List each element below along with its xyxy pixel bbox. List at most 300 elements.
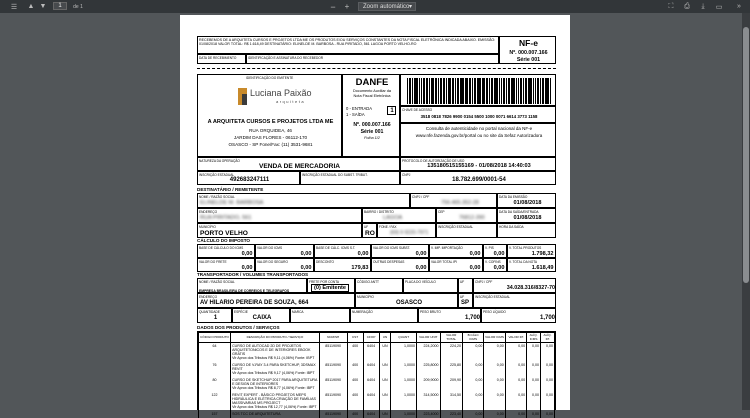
carrier-plate-box (403, 278, 458, 293)
cnpj-value: 18.782.699/0001-54 (452, 177, 506, 183)
ie-box (197, 171, 300, 185)
recipient-emit-box (497, 193, 556, 208)
issuer-address-1: RUA ORQUIDEA, 46 (249, 128, 292, 133)
tax-value: 0,00 (300, 264, 312, 271)
danfe-subtitle-2: Nota Fiscal Eletrônica (353, 94, 391, 98)
tax-value: 0,00 (469, 250, 481, 257)
table-cell-aipi: 0,00 (541, 392, 555, 411)
barcode-bar (407, 78, 408, 104)
table-cell-un: UN (379, 392, 391, 411)
carrier-city-box (355, 293, 458, 308)
product-tax-note: Vlr Aprox dos Tributos R$ 9,17 (4,06%) Fonte: IBPT (232, 371, 315, 375)
nature-box (197, 157, 400, 171)
danfe-number: Nº. 000.007.166 (353, 122, 391, 128)
product-description: CURSO DE V-RAY 3.4 PARA SKETCHUP, 3DSMAX REVIT (232, 363, 316, 371)
column-header: VALOR ICMS (484, 333, 505, 343)
barcode-bar (526, 78, 527, 104)
receipt-nfe-number: Nº. 000.007.166 (509, 50, 548, 56)
recipient-district-value: LAGOA (383, 215, 403, 221)
column-header: DESCRIÇÃO DO PRODUTO / SERVIÇO (231, 333, 320, 343)
carrier-qty-value: 1 (213, 314, 218, 321)
tax-cell-icms-st (371, 244, 429, 258)
table-cell-desc (231, 392, 320, 411)
table-cell-desc (231, 411, 320, 418)
vertical-scrollbar[interactable] (742, 13, 750, 410)
carrier-brand-label: MARCA (292, 309, 304, 314)
table-cell-qty: 1,0000 (391, 343, 417, 363)
recipient-city-value: PORTO VELHO (200, 229, 248, 237)
carrier-address-box (197, 293, 355, 308)
recipient-address-label: ENDEREÇO (199, 209, 218, 214)
table-cell-desc (231, 362, 320, 377)
receipt-signature-label: IDENTIFICAÇÃO E ASSINATURA DO RECEBEDOR (248, 55, 324, 60)
download-icon[interactable]: ⤓ (701, 2, 705, 10)
recipient-phone-label: FONE / FAX (379, 224, 397, 229)
table-row (199, 377, 555, 392)
barcode-bar (436, 78, 437, 104)
carrier-gross-box (418, 308, 481, 323)
product-tax-note: Vlr Aprox dos Tributos R$ 12,77 (4,06%) Fonte: IBPT (232, 405, 317, 409)
table-cell-bc: 0,00 (462, 377, 483, 392)
sidebar-toggle-icon[interactable]: ☰ (10, 3, 18, 11)
table-cell-bc: 0,00 (462, 362, 483, 377)
ie-label: INSCRIÇÃO ESTADUAL (199, 172, 235, 177)
column-header: NCM/SH (319, 333, 347, 343)
tax-value: 1.798,32 (531, 250, 554, 257)
barcode-bar (533, 78, 534, 104)
barcode-bar (465, 78, 466, 104)
carrier-brand-box (290, 308, 350, 323)
recipient-ie-label: INSCRIÇÃO ESTADUAL (438, 224, 474, 229)
consult-line-2: www.nfe.fazenda.gov.br/portal ou no site da Sefaz Autorizadora (415, 133, 543, 138)
table-cell-ipi: 0,00 (505, 377, 526, 392)
carrier-cnpj-label: CNPJ / CPF (475, 279, 493, 284)
barcode-bar (550, 78, 551, 104)
recipient-emit-value: 01/08/2018 (513, 200, 542, 206)
product-tax-note: Vlr Aprox dos Tributos R$ 9,11 (4,06%) Fonte: IBPT (232, 356, 315, 360)
barcode-bar (458, 78, 459, 104)
tax-cell-total-products (507, 244, 556, 258)
tax-label: VALOR TOTAL IPI (431, 259, 458, 264)
carrier-antt-label: CÓDIGO ANTT (357, 279, 379, 284)
tax-label: V. TOTAL DA NOTA (509, 259, 538, 264)
table-cell-icms: 0,00 (484, 377, 505, 392)
recipient-phone-value: (69) 9 9220-7971 (390, 230, 429, 236)
barcode-bar (540, 78, 541, 104)
table-cell-aicms: 0,00 (527, 411, 541, 418)
barcode-bar (455, 78, 456, 104)
recipient-doc-box (410, 193, 497, 208)
table-cell-cfop: 6404 (363, 343, 379, 363)
carrier-qty-box (197, 308, 232, 323)
tax-cell-insurance (255, 258, 314, 272)
table-cell-un: UN (379, 377, 391, 392)
tax-cell-ipi (429, 258, 483, 272)
zoom-in-icon[interactable]: + (344, 2, 350, 11)
tax-label: VALOR DO ICMS SUBST. (373, 245, 411, 250)
table-cell-icms: 0,00 (484, 343, 505, 363)
recipient-uf-label: UF (364, 224, 369, 229)
zoom-out-icon[interactable]: − (330, 1, 336, 12)
table-row (199, 392, 555, 411)
next-page-icon[interactable]: ▼ (39, 3, 47, 10)
table-cell-cst: 400 (347, 343, 363, 363)
table-cell-unit: 224,2000 (417, 343, 441, 363)
table-cell-total: 223,40 (440, 411, 462, 418)
table-cell-total: 209,90 (440, 377, 462, 392)
tax-value: 1.618,49 (531, 264, 554, 271)
tax-cell-freight (197, 258, 255, 272)
barcode-bar (487, 78, 488, 104)
tax-cell-base-icms-st (314, 244, 371, 258)
column-header: VALOR UNIT (417, 333, 441, 343)
nature-label: NATUREZA DA OPERAÇÃO (199, 158, 240, 163)
column-header: UN (379, 333, 391, 343)
table-cell-ipi: 0,00 (505, 392, 526, 411)
column-header: CFOP (363, 333, 379, 343)
barcode-bar (431, 78, 432, 104)
items-table (197, 331, 556, 416)
table-cell-aipi: 0,00 (541, 411, 555, 418)
table-cell-bc: 0,00 (462, 392, 483, 411)
recipient-phone-box (377, 223, 436, 238)
barcode-bar (414, 78, 415, 104)
danfe-page (180, 15, 570, 416)
product-description: SOS TCC DE ARQUITETURA (232, 412, 281, 416)
bookmark-icon[interactable]: ▭ (715, 3, 723, 11)
barcode-bar (470, 78, 471, 104)
barcode-bar (509, 78, 510, 104)
recipient-district-label: BAIRRO / DISTRITO (364, 209, 394, 214)
column-header: ALÍQ. ICMS (527, 333, 541, 343)
table-cell-ncm: 85119090 (319, 411, 347, 418)
items-section-title: DADOS DOS PRODUTOS / SERVIÇOS (197, 325, 280, 330)
product-tax-note: Vlr Aprox dos Tributos R$ 8,77 (4,06%) Fonte: IBPT (232, 386, 315, 390)
danfe-entry: 0 - ENTRADA (346, 106, 373, 111)
table-cell-ncm: 85119090 (319, 362, 347, 377)
carrier-num-label: NUMERAÇÃO (352, 309, 373, 314)
receipt-nfe-series: Série 001 (516, 57, 541, 63)
recipient-emit-label: DATA DA EMISSÃO (499, 194, 528, 199)
barcode-bar (489, 78, 490, 104)
danfe-title: DANFE (355, 77, 389, 88)
tax-cell-cofins (483, 258, 507, 272)
presentation-icon[interactable]: ⛶ (668, 2, 674, 10)
tax-label: VALOR DO SEGURO (257, 259, 288, 264)
table-cell-un: UN (379, 411, 391, 418)
tax-cell-base-icms (197, 244, 255, 258)
table-cell-aicms: 0,00 (527, 343, 541, 363)
consult-line-1: Consulta de autenticidade no portal nacional da NF-e (425, 126, 533, 131)
tax-cell-other (371, 258, 429, 272)
carrier-kind-label: ESPÉCIE (234, 309, 248, 314)
table-row (199, 362, 555, 377)
issuer-address-3: OSASCO - SP Fone/Fax: (11) 3531-9681 (228, 142, 313, 147)
table-cell-qty: 1,0000 (391, 411, 417, 418)
recipient-exit-box (497, 208, 556, 223)
tax-cell-imp-import (429, 244, 483, 258)
barcode-bar (492, 78, 493, 104)
carrier-cnpj-value: 34.028.316/8327-70 (506, 285, 555, 291)
column-header: QUANT (391, 333, 417, 343)
table-cell-code: 157 (199, 411, 231, 418)
column-header: ALÍQ. IPI (541, 333, 555, 343)
carrier-name-label: NOME / RAZÃO SOCIAL (199, 279, 235, 284)
tax-label: OUTRAS DESPESAS (373, 259, 405, 264)
carrier-freight-box (307, 278, 355, 293)
table-cell-cst: 400 (347, 392, 363, 411)
recipient-address-value: RUA PIRITADO, 561 (200, 215, 252, 221)
access-key-label: CHAVE DE ACESSO (402, 107, 433, 112)
table-cell-total: 224,20 (440, 343, 462, 363)
table-cell-un: UN (379, 343, 391, 363)
table-cell-ipi: 0,00 (505, 343, 526, 363)
carrier-uf2-box (458, 293, 473, 308)
table-cell-cfop: 6404 (363, 411, 379, 418)
danfe-type: 1 (390, 107, 394, 114)
recipient-doc-value: 756.465.352-28 (441, 200, 479, 206)
issuer-box (197, 74, 342, 157)
barcode (407, 78, 551, 104)
print-icon[interactable]: ⎙ (684, 2, 690, 10)
barcode-bar (438, 78, 439, 104)
carrier-net-label: PESO LÍQUIDO (483, 309, 506, 314)
carrier-freight-label: FRETE POR CONTA (309, 279, 340, 284)
table-cell-aicms: 0,00 (527, 362, 541, 377)
ie-value: 492683247111 (229, 177, 270, 183)
items-grid (198, 332, 555, 418)
danfe-exit: 1 - SAÍDA (346, 112, 365, 117)
recipient-section-title: DESTINATÁRIO / REMETENTE (197, 187, 264, 192)
table-cell-cfop: 6404 (363, 362, 379, 377)
iest-label: INSCRIÇÃO ESTADUAL DO SUBST. TRIBUT. (302, 172, 368, 177)
cut-line (197, 68, 556, 69)
column-header: VALOR IPI (505, 333, 526, 343)
carrier-freight-value: (0) Emitente (311, 284, 349, 292)
table-row (199, 343, 555, 363)
barcode-bar (523, 78, 524, 104)
barcode-bar (475, 78, 476, 104)
receipt-signature-box (246, 54, 499, 64)
tax-cell-total-note (507, 258, 556, 272)
table-cell-code: 122 (199, 392, 231, 411)
receipt-nfe-box (499, 36, 556, 64)
receipt-date-box (197, 54, 246, 64)
cnpj-label: CNPJ (402, 172, 411, 177)
zoom-select[interactable] (358, 2, 416, 11)
recipient-city-box (197, 223, 362, 238)
tax-value: 0,00 (357, 250, 369, 257)
table-cell-ncm: 85119090 (319, 377, 347, 392)
danfe-type-box (387, 106, 396, 115)
barcode-bar (538, 78, 539, 104)
table-cell-cst: 400 (347, 362, 363, 377)
tax-value: 0,00 (469, 264, 481, 271)
carrier-name-box (197, 278, 307, 293)
table-row (199, 411, 555, 418)
receipt-text: RECEBEMOS DE A ARQUITETA CURSOS E PROJETOS LTDA ME OS PRODUTOS E/OU SERVIÇOS CONSTANTES DA NOTA FISCAL ELETRÔNICA INDICADA ABAIXO. EMISSÃO: 01/08/2018 VALOR TOTAL: R$ 1.618,49 DESTINATÁRIO: ELINELDE M. BARBOSA - RUA PIRITADO, 561 LAGOA PORTO VELHO-RO (199, 38, 496, 47)
product-description: CURSO DE SKETCHUP 2017 PARA ARQUITETURA E DESIGN DE INTERIORES (232, 378, 318, 386)
table-cell-cfop: 6404 (363, 377, 379, 392)
barcode-bar (506, 78, 507, 104)
receipt-text-box (197, 36, 499, 54)
recipient-time-label: HORA DA SAÍDA (499, 224, 524, 229)
recipient-name-label: NOME / RAZÃO SOCIAL (199, 194, 235, 199)
table-cell-aicms: 0,00 (527, 392, 541, 411)
carrier-ie-label: INSCRIÇÃO ESTADUAL (475, 294, 511, 299)
carrier-net-value: 1,700 (539, 314, 555, 321)
table-cell-total: 225,80 (440, 362, 462, 377)
table-cell-ncm: 85119090 (319, 392, 347, 411)
tax-label: V. PIS (485, 245, 494, 250)
recipient-district-box (362, 208, 436, 223)
consult-box (400, 123, 556, 157)
table-cell-bc: 0,00 (462, 343, 483, 363)
recipient-exit-value: 01/08/2018 (513, 215, 542, 221)
protocol-value: 135180515155169 - 01/08/2018 14:40:03 (427, 163, 531, 169)
table-cell-qty: 1,0000 (391, 362, 417, 377)
recipient-uf-box (362, 223, 377, 238)
protocol-label: PROTOCOLO DE AUTORIZAÇÃO DE USO (402, 158, 465, 163)
tax-cell-pis (483, 244, 507, 258)
carrier-qty-label: QUANTIDADE (199, 309, 220, 314)
receipt-nfe-title: NF-e (519, 38, 538, 48)
danfe-subtitle-1: Documento Auxiliar da (353, 89, 391, 93)
issuer-name: A ARQUITETA CURSOS E PROJETOS LTDA ME (207, 119, 334, 125)
column-header: VALOR TOTAL (440, 333, 462, 343)
tax-value: 0,00 (300, 250, 312, 257)
carrier-kind-box (232, 308, 290, 323)
product-description: REVIT EXPERT - BÁSICO PROJETOS MEPS HIDRÁULICA E ELÉTRICA CRIAÇÃO DE FAMÍLIAS MASSIVARIAS MS PROJECT (232, 393, 316, 405)
table-cell-icms: 0,00 (484, 362, 505, 377)
table-cell-qty: 1,0000 (391, 392, 417, 411)
barcode-bar (516, 78, 517, 104)
barcode-bar (421, 78, 422, 104)
carrier-address-label: ENDEREÇO (199, 294, 218, 299)
tax-value: 0,00 (241, 250, 253, 257)
table-cell-ncm: 85119090 (319, 343, 347, 363)
table-cell-cfop: 6404 (363, 392, 379, 411)
table-cell-aipi: 0,00 (541, 362, 555, 377)
carrier-net-box (481, 308, 556, 323)
carrier-uf-box (458, 278, 473, 293)
carrier-section-title: TRANSPORTADOR / VOLUMES TRANSPORTADOS (197, 272, 309, 277)
table-cell-unit: 314,5000 (417, 392, 441, 411)
recipient-name-value: ELINELDE M. BARBOSA (200, 200, 264, 206)
carrier-name-value: EMPRESA BRASILEIRA DE CORREIOS E TELEGRAFOS (199, 289, 290, 293)
table-cell-unit: 209,9000 (417, 377, 441, 392)
tax-value: 179,83 (351, 264, 369, 271)
table-cell-unit: 225,8000 (417, 362, 441, 377)
table-cell-un: UN (379, 362, 391, 377)
barcode-bar (472, 78, 473, 104)
tools-menu-icon[interactable]: » (737, 3, 741, 10)
column-header: B.CÁLC ICMS (462, 333, 483, 343)
zoom-select-value: Zoom automático (363, 4, 410, 10)
recipient-ie-box (436, 223, 497, 238)
chevron-down-icon: ▾ (408, 4, 412, 10)
table-cell-qty: 1,0000 (391, 377, 417, 392)
access-key-value: 3518 0818 7826 9900 0154 5500 1000 0071 6614 3773 1158 (420, 114, 538, 119)
tax-value: 0,00 (493, 250, 505, 257)
issuer-id-label: IDENTIFICAÇÃO DO EMITENTE (246, 76, 294, 80)
carrier-gross-label: PESO BRUTO (420, 309, 441, 314)
receipt-date-label: DATA DE RECEBIMENTO (199, 55, 237, 60)
nature-value: VENDA DE MERCADORIA (258, 163, 341, 170)
tax-value: 0,00 (241, 264, 253, 271)
danfe-sheet: Folha 1/2 (364, 136, 380, 140)
carrier-ie-box (473, 293, 556, 308)
issuer-logo-name: Luciana Paixão (250, 88, 312, 98)
table-cell-aipi: 0,00 (541, 343, 555, 363)
carrier-plate-label: PLACA DO VEÍCULO (405, 279, 436, 284)
carrier-kind-value: CAIXA (252, 314, 272, 321)
carrier-uf2-label: UF (460, 294, 465, 299)
table-cell-desc (231, 343, 320, 363)
barcode-bar (504, 78, 505, 104)
carrier-uf-label: UF (460, 279, 465, 284)
table-cell-ipi: 0,00 (505, 362, 526, 377)
iest-box (300, 171, 400, 185)
table-cell-code: 76 (199, 362, 231, 377)
tax-section-title: CÁLCULO DO IMPOSTO (197, 238, 250, 243)
page-number-input[interactable]: 1 (53, 2, 67, 10)
tax-cell-discount (314, 258, 371, 272)
carrier-city-value: OSASCO (396, 299, 423, 306)
product-description: CURSO DE AUTOCAD 2D DE PROJETOS ARQUITETONICOS E DE INTERIORES EBOOK GRATIS (232, 344, 311, 356)
table-cell-code: 64 (199, 343, 231, 363)
tax-label: BASE DE CÁLCULO DO ICMS (199, 245, 244, 250)
carrier-city-label: MUNICÍPIO (357, 294, 374, 299)
tax-label: VALOR DO FRETE (199, 259, 227, 264)
barcode-bar (448, 78, 449, 104)
danfe-series: Série 001 (360, 129, 384, 135)
recipient-address-box (197, 208, 362, 223)
tax-value: 0,00 (415, 250, 427, 257)
recipient-cep-value: 76812-390 (459, 215, 485, 221)
table-cell-unit: 223,4000 (417, 411, 441, 418)
barcode-bar (482, 78, 483, 104)
barcode-bar (543, 78, 544, 104)
tax-label: BASE DE CÁLC. ICMS S.T. (316, 245, 356, 250)
table-cell-cst: 400 (347, 411, 363, 418)
carrier-uf2-value: SP (461, 299, 470, 306)
table-cell-icms: 0,00 (484, 411, 505, 418)
recipient-name-box (197, 193, 410, 208)
previous-page-icon[interactable]: ▲ (27, 3, 35, 10)
carrier-num-box (350, 308, 418, 323)
access-key-box (400, 106, 556, 123)
recipient-doc-label: CNPJ / CPF (412, 194, 430, 199)
recipient-time-box (497, 223, 556, 238)
barcode-bar (419, 78, 420, 104)
scrollbar-thumb[interactable] (743, 27, 749, 283)
tax-label: V. TOTAL PRODUTOS (509, 245, 542, 250)
tax-label: DESCONTO (316, 259, 335, 264)
recipient-uf-value: RO (365, 229, 375, 237)
tax-label: V. IMP. IMPORTAÇÃO (431, 245, 463, 250)
table-cell-total: 314,50 (440, 392, 462, 411)
table-cell-bc: 0,00 (462, 411, 483, 418)
barcode-bar (453, 78, 454, 104)
issuer-logo-shadow (242, 94, 247, 105)
carrier-gross-value: 1,700 (464, 314, 480, 321)
barcode-bar (521, 78, 522, 104)
issuer-logo-sub: arquiteta (276, 99, 306, 104)
carrier-cnpj-box (473, 278, 556, 293)
tax-cell-icms (255, 244, 314, 258)
page-total: de 1 (73, 3, 83, 10)
